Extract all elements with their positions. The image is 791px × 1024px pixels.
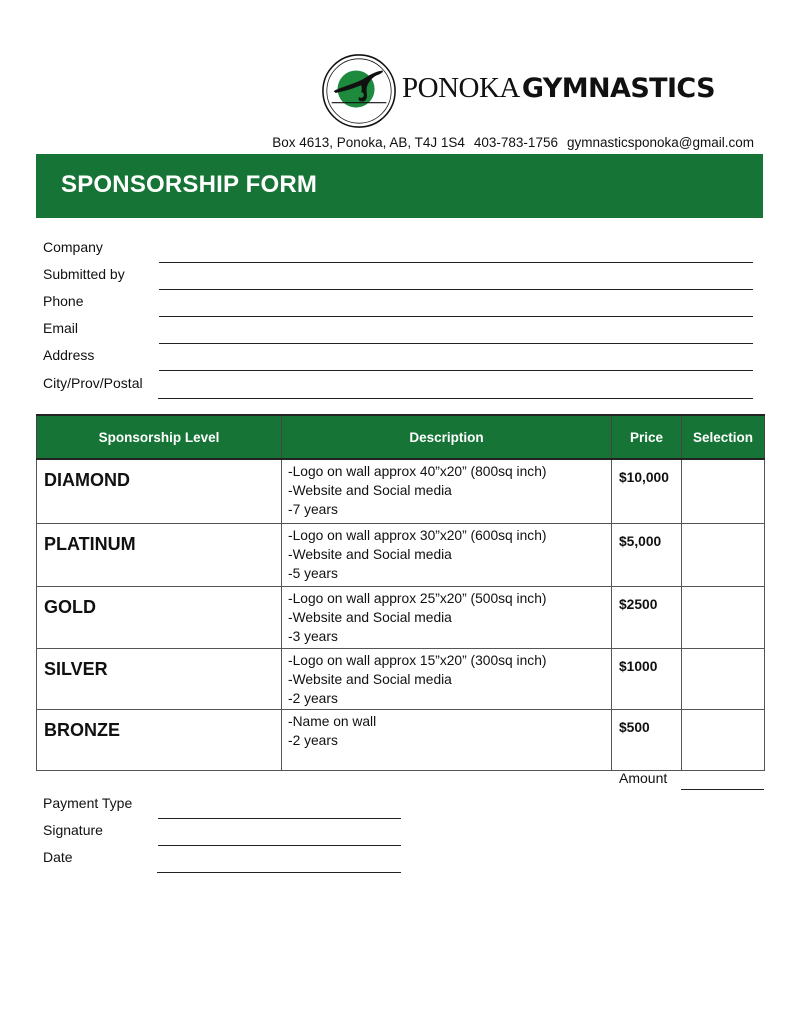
description-line: -Website and Social media bbox=[288, 609, 452, 625]
payment-type-input[interactable] bbox=[158, 818, 401, 819]
submitted-by-field-row bbox=[43, 264, 753, 290]
contact-address: Box 4613, Ponoka, AB, T4J 1S4 bbox=[272, 135, 465, 150]
contact-info bbox=[272, 135, 754, 150]
level-description bbox=[282, 586, 612, 648]
address-label: Address bbox=[43, 347, 95, 363]
phone-field-row bbox=[43, 291, 753, 317]
header-sponsorship-level: Sponsorship Level bbox=[37, 415, 282, 459]
selection-cell[interactable] bbox=[682, 709, 765, 770]
table-row-bronze bbox=[37, 709, 765, 770]
selection-input-silver[interactable] bbox=[682, 649, 764, 709]
date-label: Date bbox=[43, 849, 73, 865]
company-input[interactable] bbox=[159, 262, 753, 263]
table-row-diamond bbox=[37, 459, 765, 523]
organization-name-light: PONOKA bbox=[402, 72, 520, 104]
email-label: Email bbox=[43, 320, 79, 336]
level-price: $1000 bbox=[612, 648, 682, 709]
description-line: -Website and Social media bbox=[288, 546, 452, 562]
selection-input-gold[interactable] bbox=[682, 587, 764, 647]
address-input[interactable] bbox=[159, 370, 753, 371]
submitted-by-input[interactable] bbox=[159, 289, 753, 290]
selection-cell[interactable] bbox=[682, 586, 765, 648]
phone-label: Phone bbox=[43, 293, 84, 309]
sponsorship-table bbox=[36, 414, 765, 771]
amount-label: Amount bbox=[619, 770, 668, 786]
description-line: -Logo on wall approx 40”x20” (800sq inch) bbox=[288, 464, 547, 479]
contact-phone: 403-783-1756 bbox=[473, 135, 558, 150]
description-line: -3 years bbox=[288, 628, 338, 644]
organization-name bbox=[402, 74, 715, 103]
city-prov-postal-input[interactable] bbox=[158, 398, 753, 399]
signature-label: Signature bbox=[43, 822, 103, 838]
level-name: BRONZE bbox=[37, 709, 282, 770]
city-prov-postal-field-row bbox=[43, 373, 753, 399]
table-row-silver bbox=[37, 648, 765, 709]
table-header-row bbox=[37, 415, 765, 459]
description-line: -Website and Social media bbox=[288, 483, 452, 498]
date-field-row bbox=[43, 847, 401, 873]
submitted-by-label: Submitted by bbox=[43, 266, 125, 282]
selection-input-diamond[interactable] bbox=[682, 460, 764, 520]
contact-email[interactable]: gymnasticsponoka@gmail.com bbox=[566, 135, 754, 150]
selection-input-platinum[interactable] bbox=[682, 524, 764, 584]
signature-field-row bbox=[43, 820, 401, 846]
level-price: $5,000 bbox=[612, 523, 682, 586]
description-line: -Website and Social media bbox=[288, 671, 452, 687]
selection-cell[interactable] bbox=[682, 523, 765, 586]
signature-input[interactable] bbox=[158, 845, 401, 846]
amount-input[interactable] bbox=[681, 789, 764, 790]
payment-type-label: Payment Type bbox=[43, 795, 133, 811]
company-field-row bbox=[43, 237, 753, 263]
level-name: DIAMOND bbox=[37, 459, 282, 523]
date-input[interactable] bbox=[157, 872, 401, 873]
level-name: PLATINUM bbox=[37, 523, 282, 586]
header-description: Description bbox=[282, 415, 612, 459]
phone-input[interactable] bbox=[159, 316, 753, 317]
page-title: SPONSORSHIP FORM bbox=[61, 171, 318, 198]
header-price: Price bbox=[612, 415, 682, 459]
level-description bbox=[282, 648, 612, 709]
title-banner bbox=[36, 154, 763, 218]
level-price: $2500 bbox=[612, 586, 682, 648]
selection-cell[interactable] bbox=[682, 459, 765, 523]
table-row-gold bbox=[37, 586, 765, 648]
level-description bbox=[282, 523, 612, 586]
address-field-row bbox=[43, 345, 753, 371]
payment-type-field-row bbox=[43, 793, 401, 819]
description-line: -Logo on wall approx 15”x20” (300sq inch) bbox=[288, 652, 547, 668]
gymnast-logo-icon bbox=[320, 52, 398, 130]
table-row-platinum bbox=[37, 523, 765, 586]
email-input[interactable] bbox=[159, 343, 753, 344]
description-line: -7 years bbox=[288, 502, 338, 517]
organization-logo bbox=[320, 50, 760, 130]
level-description bbox=[282, 709, 612, 770]
level-price: $10,000 bbox=[612, 459, 682, 523]
description-line: -2 years bbox=[288, 732, 338, 748]
description-line: -2 years bbox=[288, 690, 338, 706]
level-name: GOLD bbox=[37, 586, 282, 648]
level-name: SILVER bbox=[37, 648, 282, 709]
description-line: -Logo on wall approx 30”x20” (600sq inch) bbox=[288, 527, 547, 543]
description-line: -Logo on wall approx 25”x20” (500sq inch) bbox=[288, 590, 547, 606]
level-price: $500 bbox=[612, 709, 682, 770]
selection-cell[interactable] bbox=[682, 648, 765, 709]
description-line: -5 years bbox=[288, 565, 338, 581]
header-selection: Selection bbox=[682, 415, 765, 459]
company-label: Company bbox=[43, 239, 103, 255]
description-line: -Name on wall bbox=[288, 713, 377, 729]
organization-name-bold: GYMNASTICS bbox=[521, 73, 715, 104]
city-prov-postal-label: City/Prov/Postal bbox=[43, 375, 143, 391]
selection-input-bronze[interactable] bbox=[682, 710, 764, 770]
level-description bbox=[282, 459, 612, 523]
email-field-row bbox=[43, 318, 753, 344]
